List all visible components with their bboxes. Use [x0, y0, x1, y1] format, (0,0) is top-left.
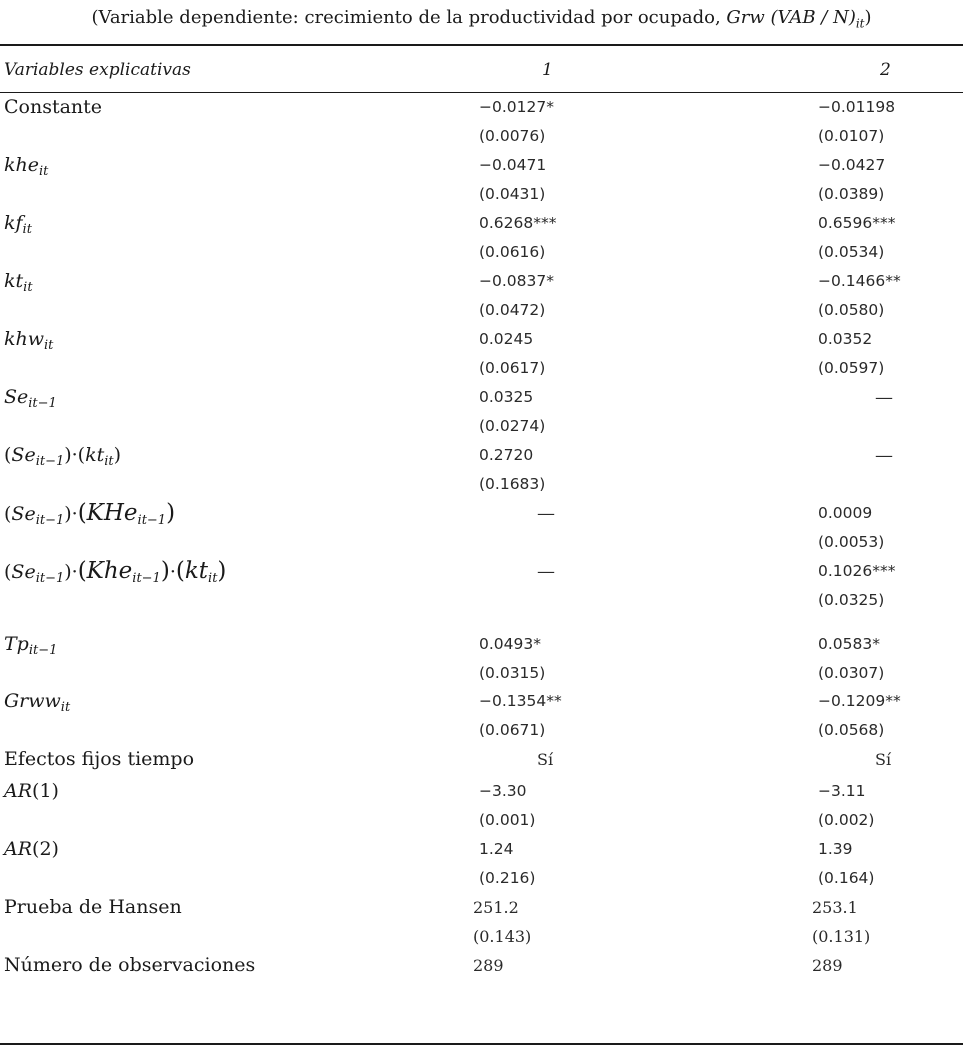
cell-col1: 0.0245: [479, 330, 534, 348]
cell-col2: 1.39: [818, 840, 853, 858]
table-row: [0, 806, 963, 835]
row-label: $kf_{it}$: [4, 212, 32, 237]
table-row: [0, 267, 963, 296]
cell-col1: −3.30: [479, 782, 527, 800]
cell-col1: (0.0472): [479, 301, 546, 319]
cell-col2: (0.164): [818, 869, 875, 887]
cell-col1: (0.0616): [479, 243, 546, 261]
cell-col1: (0.0315): [479, 664, 546, 682]
table-row: [0, 528, 963, 557]
table-row: [0, 586, 963, 615]
cell-col2: (0.002): [818, 811, 875, 829]
cell-col2: −3.11: [818, 782, 866, 800]
cell-col1: 289: [473, 956, 504, 975]
cell-col2: Sí: [875, 750, 892, 769]
cell-col1: (0.0274): [479, 417, 546, 435]
bottom-rule: [0, 1043, 963, 1045]
header-col2: 2: [880, 60, 891, 80]
row-label: khe$_{it}$: [4, 154, 49, 179]
row-label: AR(1): [4, 780, 59, 802]
table-caption: [0, 0, 963, 36]
cell-col2: −0.0427: [818, 156, 886, 174]
cell-col2: 253.1: [812, 898, 858, 917]
cell-col1: −0.0471: [479, 156, 547, 174]
table-row: [0, 864, 963, 893]
cell-col2: 0.6596***: [818, 214, 896, 232]
table-row: [0, 470, 963, 499]
cell-col2: 0.1026***: [818, 562, 896, 580]
cell-col1: (0.0617): [479, 359, 546, 377]
cell-col2: 0.0352: [818, 330, 873, 348]
row-label: $Se_{it-1}$: [4, 386, 57, 411]
cell-col1: (0.0076): [479, 127, 546, 145]
table-row: [0, 745, 963, 774]
cell-col1: −0.0837*: [479, 272, 554, 290]
cell-col1: (0.143): [473, 927, 532, 946]
cell-col1: (0.0431): [479, 185, 546, 203]
row-label: khw$_{it}$: [4, 328, 54, 353]
cell-col1: 0.0325: [479, 388, 534, 406]
row-label: $(Se_{it-1})\cdot(Khe_{it-1})\cdot(kt_{it})$: [4, 558, 227, 586]
cell-col2: (0.131): [812, 927, 871, 946]
table-row: [0, 557, 963, 586]
cell-col2: −0.01198: [818, 98, 896, 116]
table-row: [0, 354, 963, 383]
cell-col2: −0.1466**: [818, 272, 901, 290]
cell-col1: 1.24: [479, 840, 514, 858]
table-row: [0, 716, 963, 745]
table-row: [0, 893, 963, 922]
row-label: $Tp_{it-1}$: [4, 633, 58, 658]
cell-col2: (0.0325): [818, 591, 885, 609]
cell-col1: (0.0671): [479, 721, 546, 739]
table-row: [0, 777, 963, 806]
row-label: Grww$_{it}$: [4, 690, 71, 715]
row-label: Efectos fijos tiempo: [4, 748, 195, 770]
table-row: [0, 383, 963, 412]
table-row: [0, 412, 963, 441]
table-row: [0, 151, 963, 180]
table-row: [0, 441, 963, 470]
row-label: $(Se_{it-1})\cdot(KHe_{it-1})$: [4, 500, 176, 528]
cell-col2: (0.0389): [818, 185, 885, 203]
table-row: [0, 951, 963, 980]
cell-col2: (0.0307): [818, 664, 885, 682]
table-row: [0, 325, 963, 354]
caption-subscript: it: [855, 16, 865, 31]
row-label: $kt_{it}$: [4, 270, 33, 295]
cell-col2: (0.0597): [818, 359, 885, 377]
header-col1: 1: [542, 60, 553, 80]
cell-col1: −0.1354**: [479, 692, 562, 710]
header-label: Variables explicativas: [4, 60, 191, 80]
cell-col2: (0.0568): [818, 721, 885, 739]
row-label: Prueba de Hansen: [4, 896, 182, 918]
top-rule: [0, 44, 963, 46]
cell-col2: −0.1209**: [818, 692, 901, 710]
table-row: [0, 835, 963, 864]
cell-col1: 251.2: [473, 898, 519, 917]
table-row: [0, 630, 963, 659]
table-row: [0, 296, 963, 325]
row-label: Constante: [4, 96, 103, 118]
row-label: $(Se_{it-1})\cdot(kt_{it})$: [4, 444, 122, 469]
cell-col2: (0.0534): [818, 243, 885, 261]
caption-formula: Grw (VAB / N): [726, 7, 856, 28]
caption-suffix: ): [864, 7, 872, 28]
cell-col2: (0.0107): [818, 127, 885, 145]
table-row: [0, 922, 963, 951]
table-row: [0, 687, 963, 716]
cell-col1: (0.1683): [479, 475, 546, 493]
table-row: [0, 659, 963, 688]
caption-prefix: (Variable dependiente: crecimiento de la productividad por ocupado,: [91, 7, 727, 28]
table-row: [0, 122, 963, 151]
cell-col1: −0.0127*: [479, 98, 554, 116]
cell-col1: 0.2720: [479, 446, 534, 464]
table-row: [0, 93, 963, 122]
cell-col1: —: [537, 503, 555, 524]
row-label: AR(2): [4, 838, 59, 860]
table-row: [0, 180, 963, 209]
cell-col1: (0.216): [479, 869, 536, 887]
cell-col1: 0.0493*: [479, 635, 541, 653]
cell-col2: —: [875, 387, 893, 408]
cell-col2: (0.0580): [818, 301, 885, 319]
cell-col2: 0.0583*: [818, 635, 880, 653]
cell-col2: 289: [812, 956, 843, 975]
row-label: Número de observaciones: [4, 954, 256, 976]
table-row: [0, 499, 963, 528]
cell-col1: 0.6268***: [479, 214, 557, 232]
cell-col2: 0.0009: [818, 504, 873, 522]
cell-col1: —: [537, 561, 555, 582]
table-header: [0, 52, 963, 88]
cell-col1: (0.001): [479, 811, 536, 829]
cell-col2: —: [875, 445, 893, 466]
cell-col2: (0.0053): [818, 533, 885, 551]
table-row: [0, 209, 963, 238]
table-row: [0, 238, 963, 267]
cell-col1: Sí: [537, 750, 554, 769]
